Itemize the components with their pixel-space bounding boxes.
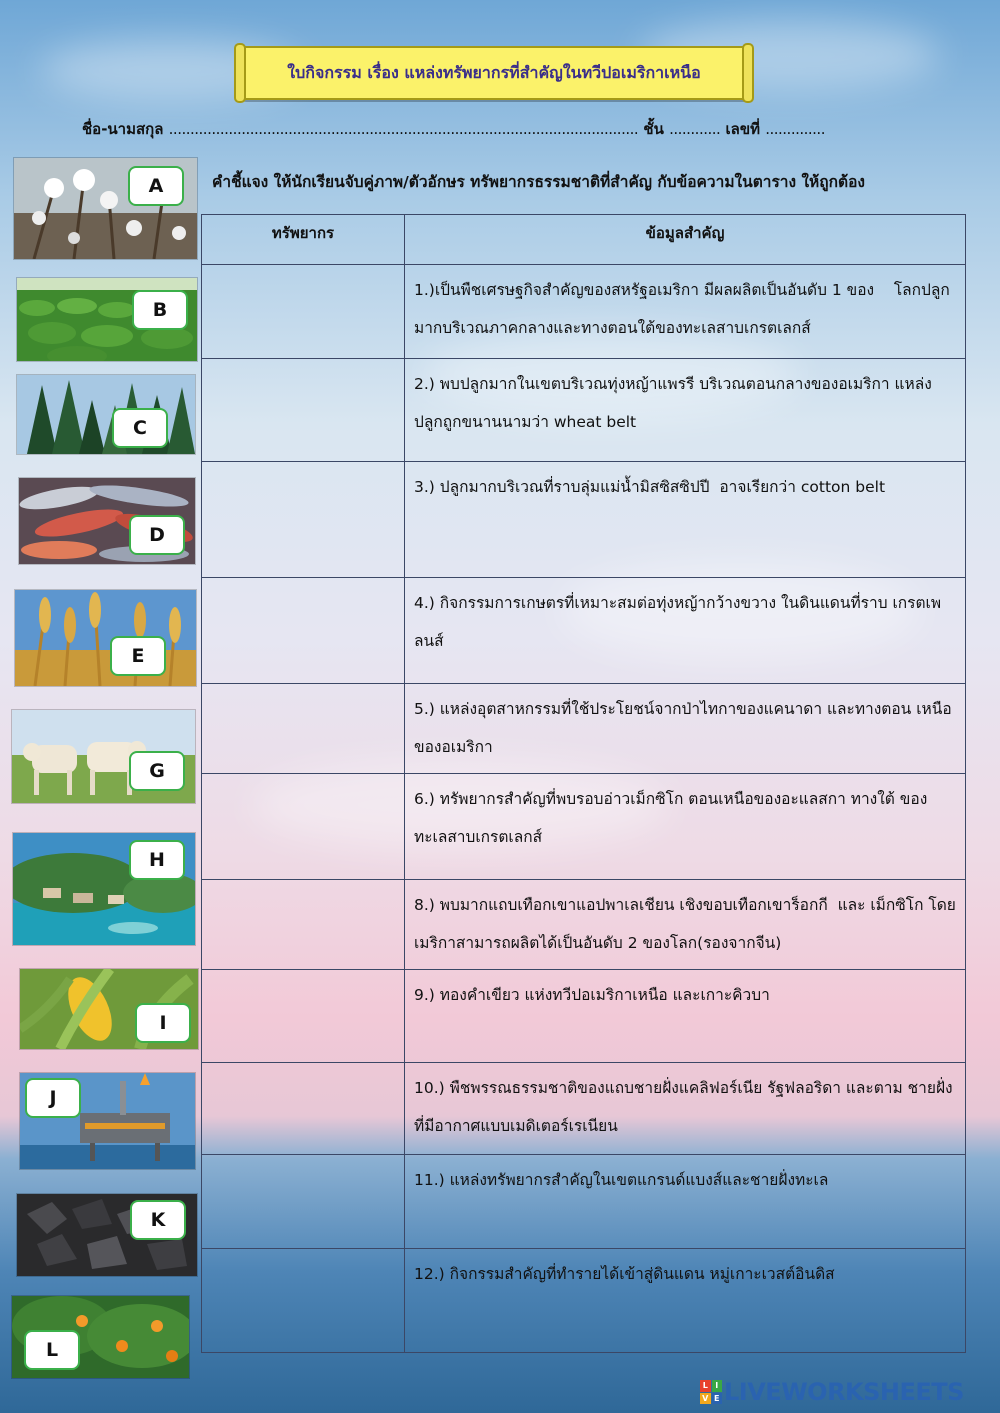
table-row [202,359,966,462]
class-field[interactable]: ............ [669,120,721,138]
info-cell: 12.) กิจกรรมสำคัญที่ทำรายได้เข้าสู่ดินแดน หมู่เกาะเวสต์อินดิส [405,1249,966,1353]
table-row [202,880,966,970]
table-row [202,1155,966,1249]
info-cell: 8.) พบมากแถบเทือกเขาแอปพาเลเชียน เชิงขอบเทือกเขาร็อกกี และ เม็กซิโก โดยเมริกาสามารถผลิตได้เป็นอันดับ 2 ของโลก(รองจากจีน) [405,880,966,970]
number-label: เลขที่ [725,120,760,138]
student-info-line [82,117,825,141]
conifer-forest-photo [16,374,196,455]
answer-cell[interactable] [202,1249,405,1353]
label-k[interactable]: K [130,1200,186,1240]
answer-cell[interactable] [202,265,405,359]
answer-cell[interactable] [202,1155,405,1249]
header-info: ข้อมูลสำคัญ [405,215,966,265]
table-row [202,1249,966,1353]
table-row [202,1063,966,1155]
label-a[interactable]: A [128,166,184,206]
label-l[interactable]: L [24,1330,80,1370]
table-row [202,265,966,359]
label-i[interactable]: I [135,1003,191,1043]
table-row [202,970,966,1063]
label-c[interactable]: C [112,408,168,448]
label-j[interactable]: J [25,1078,81,1118]
answer-cell[interactable] [202,684,405,774]
label-b[interactable]: B [132,290,188,330]
answer-cell[interactable] [202,774,405,880]
info-cell: 4.) กิจกรรมการเกษตรที่เหมาะสมต่อทุ่งหญ้ากว้างขวาง ในดินแดนที่ราบ เกรตเพลนส์ [405,578,966,684]
label-d[interactable]: D [129,515,185,555]
answer-cell[interactable] [202,970,405,1063]
class-label: ชั้น [643,120,664,138]
table-row [202,774,966,880]
label-e[interactable]: E [110,636,166,676]
info-cell: 6.) ทรัพยากรสำคัญที่พบรอบอ่าวเม็กซิโก ตอนเหนือของอะแลสกา ทางใต้ ของทะเลสาบเกรตเลกส์ [405,774,966,880]
info-cell: 10.) พืชพรรณธรรมชาติของแถบชายฝั่งแคลิฟอร์เนีย รัฐฟลอริดา และตาม ชายฝั่งที่มีอากาศแบบเมดิเตอร์เรเนียน [405,1063,966,1155]
label-g[interactable]: G [129,751,185,791]
info-cell: 1.)เป็นพืชเศรษฐกิจสำคัญของสหรัฐอเมริกา มีผลผลิตเป็นอันดับ 1 ของ โลกปลูกมากบริเวณภาคกลางและทางตอนใต้ของทะเลสาบเกรตเลกส์ [405,265,966,359]
liveworksheets-logo [700,1378,964,1406]
table-header-row [202,215,966,265]
logo-wordmark: LIVEWORKSHEETS [724,1378,964,1406]
label-h[interactable]: H [129,840,185,880]
page-title: ใบกิจกรรม เรื่อง แหล่งทรัพยากรที่สำคัญในทวีปอเมริกาเหนือ [287,62,701,82]
answer-cell[interactable] [202,1063,405,1155]
info-cell: 2.) พบปลูกมากในเขตบริเวณทุ่งหญ้าแพรรี บริเวณตอนกลางของอเมริกา แหล่งปลูกถูกขนานนามว่า wheat belt [405,359,966,462]
title-banner [240,46,748,100]
answer-cell[interactable] [202,359,405,462]
answer-cell[interactable] [202,880,405,970]
header-resource: ทรัพยากร [202,215,405,265]
name-label: ชื่อ-นามสกุล [82,120,164,138]
number-field[interactable]: .............. [765,120,825,138]
info-cell: 3.) ปลูกมากบริเวณที่ราบลุ่มแม่น้ำมิสซิสซิปปี อาจเรียกว่า cotton belt [405,462,966,578]
instruction-text: คำชี้แจง ให้นักเรียนจับคู่ภาพ/ตัวอักษร ทรัพยากรธรรมชาติที่สำคัญ กับข้อความในตาราง ให้ถูกต้อง [212,173,865,191]
info-cell: 5.) แหล่งอุตสาหกรรมที่ใช้ประโยชน์จากป่าไทกาของแคนาดา และทางตอน เหนือของอเมริกา [405,684,966,774]
answer-cell[interactable] [202,578,405,684]
name-field[interactable]: .............................................................................................................. [168,120,639,138]
liveworksheets-mark-icon: L I V E [700,1380,722,1404]
answer-cell[interactable] [202,462,405,578]
info-cell: 11.) แหล่งทรัพยากรสำคัญในเขตแกรนด์แบงส์และชายฝั่งทะเล [405,1155,966,1249]
wheat-photo [14,589,197,687]
matching-table [201,214,966,1353]
table-row [202,578,966,684]
table-row [202,462,966,578]
table-row [202,684,966,774]
info-cell: 9.) ทองคำเขียว แห่งทวีปอเมริกาเหนือ และเกาะคิวบา [405,970,966,1063]
